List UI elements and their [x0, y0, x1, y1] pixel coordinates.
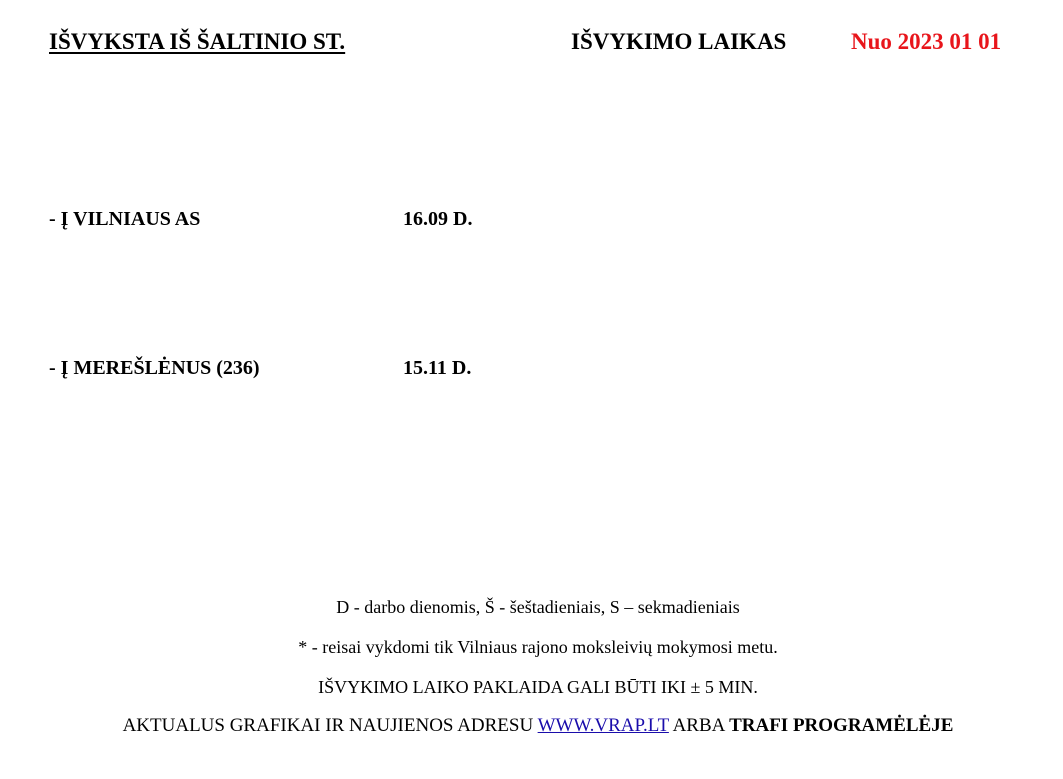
route-destination-vilnius: - Į VILNIAUS AS [49, 208, 201, 230]
route-destination-meresleniai: - Į MEREŠLĖNUS (236) [49, 357, 260, 379]
app-name: TRAFI PROGRAMĖLĖJE [729, 715, 954, 736]
info-line [0, 715, 1063, 737]
info-prefix: AKTUALUS GRAFIKAI IR NAUJIENOS ADRESU [122, 715, 538, 736]
stop-title: IŠVYKSTA IŠ ŠALTINIO ST. [49, 29, 346, 54]
asterisk-note: * - reisai vykdomi tik Vilniaus rajono moksleivių mokymosi metu. [298, 637, 778, 657]
route-times-meresleniai: 15.11 D. [403, 357, 472, 379]
departure-time-title: IŠVYKIMO LAIKAS [571, 29, 787, 54]
website-link[interactable]: WWW.VRAP.LT [537, 715, 669, 736]
tolerance-note: IŠVYKIMO LAIKO PAKLAIDA GALI BŪTI IKI ± 5 MIN. [318, 677, 758, 697]
day-legend: D - darbo dienomis, Š - šeštadieniais, S – sekmadieniais [336, 597, 740, 617]
info-middle: ARBA [668, 715, 730, 736]
route-times-vilnius: 16.09 D. [403, 208, 473, 230]
valid-from-date: Nuo 2023 01 01 [851, 29, 1002, 54]
